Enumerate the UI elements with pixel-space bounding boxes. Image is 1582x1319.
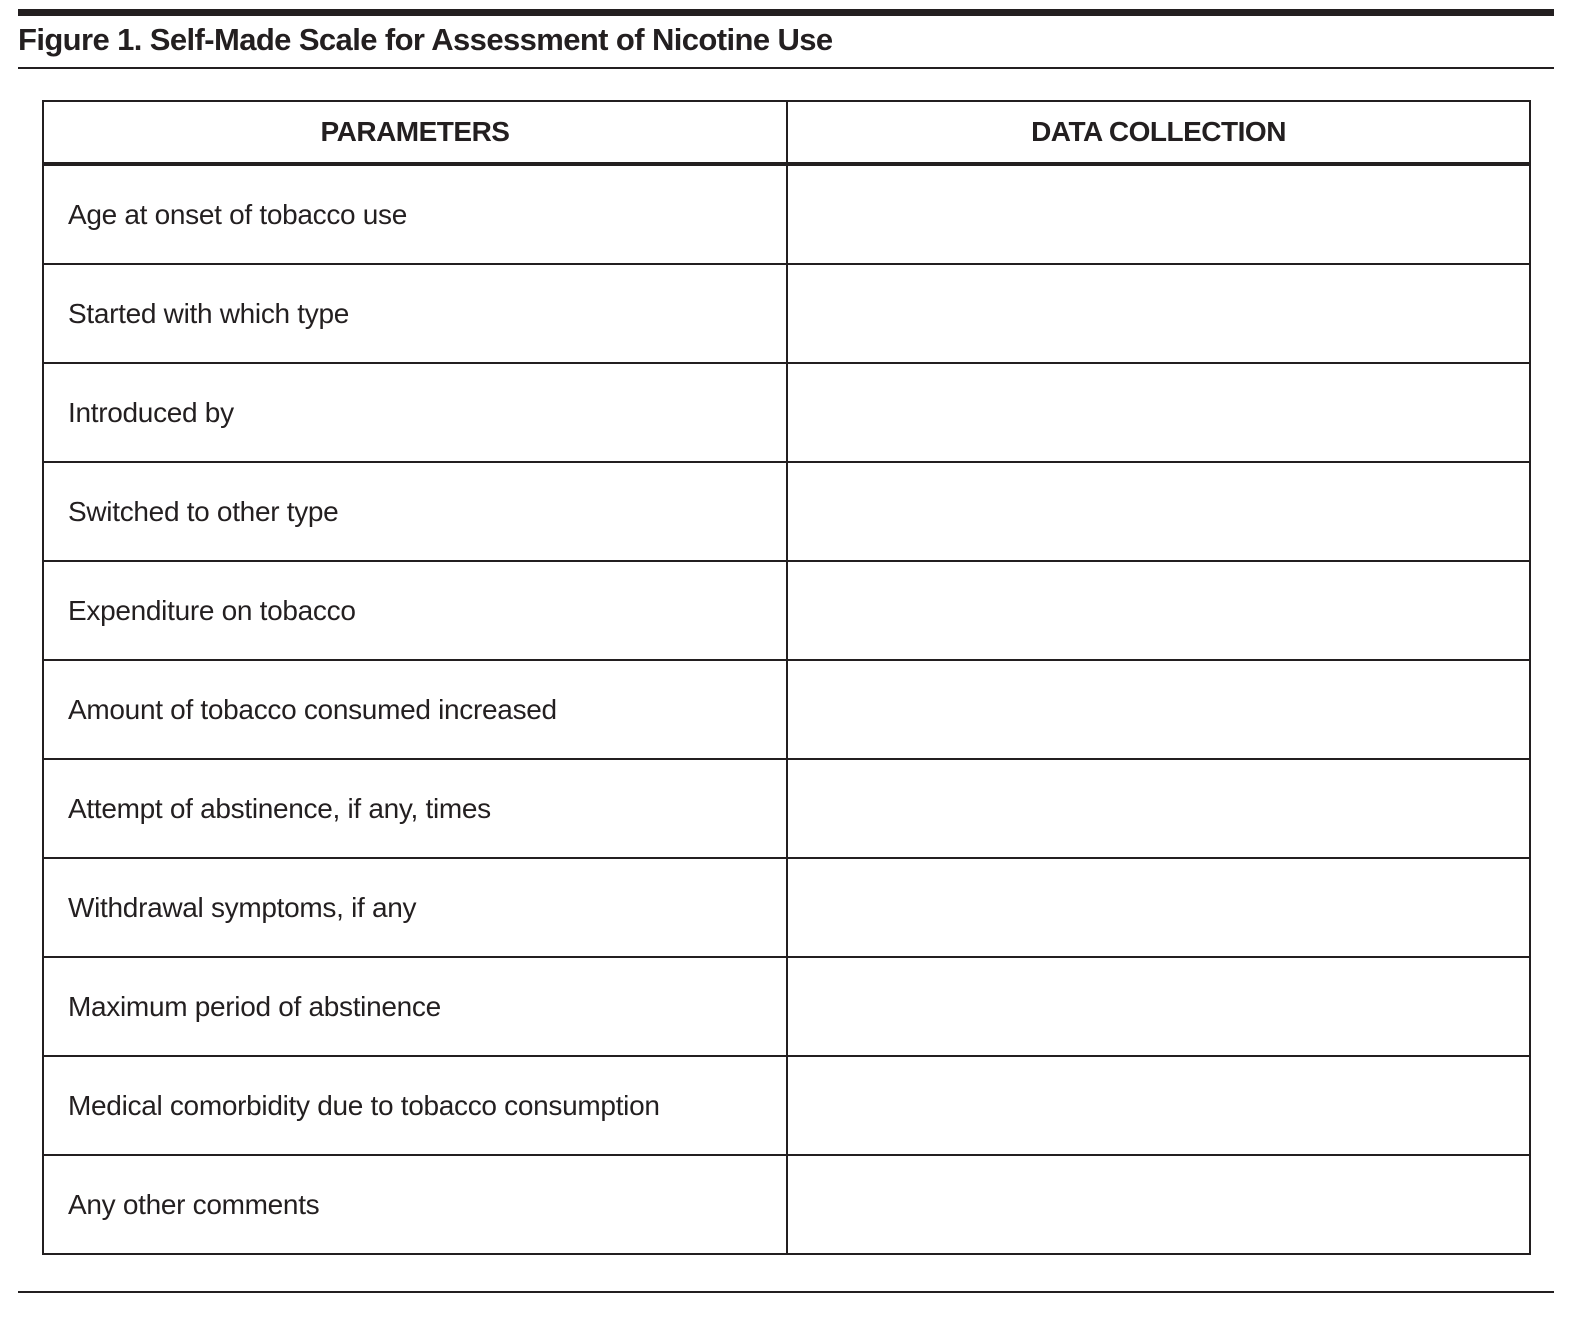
parameter-cell: Attempt of abstinence, if any, times [43,759,787,858]
data-collection-cell [787,462,1530,561]
parameter-cell: Started with which type [43,264,787,363]
table-row [43,660,1530,759]
table-row [43,462,1530,561]
data-collection-cell [787,363,1530,462]
table-row [43,858,1530,957]
table-row [43,957,1530,1056]
parameter-cell: Maximum period of abstinence [43,957,787,1056]
table-header-row [43,101,1530,164]
parameter-cell: Age at onset of tobacco use [43,164,787,264]
top-rule [18,9,1554,16]
data-collection-cell [787,858,1530,957]
assessment-table [42,100,1531,1255]
table-row [43,561,1530,660]
data-collection-cell [787,957,1530,1056]
header-parameters: PARAMETERS [43,101,787,164]
title-rule [18,67,1554,69]
data-collection-cell [787,759,1530,858]
data-collection-cell [787,164,1530,264]
data-collection-cell [787,1155,1530,1254]
parameter-cell: Expenditure on tobacco [43,561,787,660]
table-row [43,164,1530,264]
table-row [43,759,1530,858]
parameter-cell: Switched to other type [43,462,787,561]
parameter-cell: Medical comorbidity due to tobacco consumption [43,1056,787,1155]
data-collection-cell [787,660,1530,759]
parameter-cell: Introduced by [43,363,787,462]
table-row [43,1155,1530,1254]
header-data-collection: DATA COLLECTION [787,101,1530,164]
table-row [43,264,1530,363]
table-row [43,1056,1530,1155]
parameter-cell: Amount of tobacco consumed increased [43,660,787,759]
data-collection-cell [787,1056,1530,1155]
bottom-rule [18,1291,1554,1293]
data-collection-cell [787,561,1530,660]
parameter-cell: Withdrawal symptoms, if any [43,858,787,957]
data-collection-cell [787,264,1530,363]
figure-title: Figure 1. Self-Made Scale for Assessment of Nicotine Use [18,22,833,57]
table-row [43,363,1530,462]
parameter-cell: Any other comments [43,1155,787,1254]
